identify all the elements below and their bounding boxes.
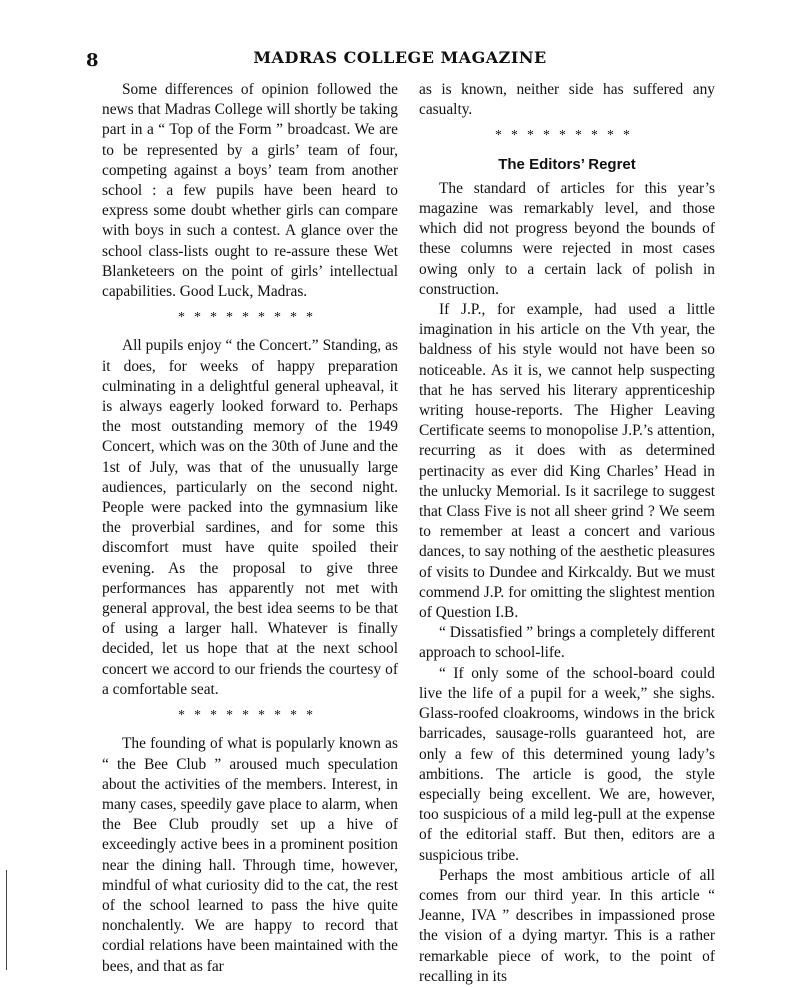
running-header: MADRAS COLLEGE MAGAZINE xyxy=(253,48,547,67)
section-heading-editors-regret: The Editors’ Regret xyxy=(498,155,636,173)
paragraph-bee-club-continued: as is known, neither side has suffered any casualty. xyxy=(419,81,715,119)
scan-edge-line xyxy=(6,870,7,970)
right-column xyxy=(419,80,715,987)
page-number: 8 xyxy=(86,50,99,71)
left-column xyxy=(102,80,398,977)
paragraph-dissatisfied: “ Dissatisfied ” brings a completely different approach to school-life. xyxy=(419,624,715,662)
paragraph-jp: If J.P., for example, had used a little imagination in his article on the Vth year, the baldness of his style would not have been so noticeable. As it is, we cannot help suspecting that he has served his literary apprenticeship writing house-reports. The Higher Leaving Certificate seems to monopolise J.P.’s attention, recurring as it does with as determined pertinacity as ever did King Charles’ Head in the unlucky Memorial. Is it sacrilege to suggest that Class Five is not all sheer grind ? We seem to remember at least a concert and various dances, to say nothing of the aesthetic pleasures of visits to Dundee and Kirkcaldy. But we must commend J.P. for omitting the slightest mention of Question I.B. xyxy=(419,301,715,622)
paragraph-standard: The standard of articles for this year’s magazine was remarkably level, and those which did not progress beyond the bounds of these columns were rejected in most cases owing only to a certain lack of polish in construction. xyxy=(419,179,715,298)
section-divider: ********* xyxy=(495,128,639,144)
section-divider: ********* xyxy=(178,708,322,724)
section-divider: ********* xyxy=(178,310,322,326)
paragraph-jeanne: Perhaps the most ambitious article of all comes from our third year. In this article “ Jeanne, IVA ” describes in impassioned prose the vision of a dying martyr. This is a rather remarkable piece of work, to the point of recalling in its xyxy=(419,866,715,985)
paragraph-top-of-the-form: Some differences of opinion followed the news that Madras College will shortly be taking part in a “ Top of the Form ” broadcast. We are to be represented by a girls’ team of four, competing against a boys’ team from another school : a few pupils have been heard to express some doubt whether girls can compare with boys in such a contest. A glance over the school class-lists ought to re-assure these Wet Blanketeers on the point of girls’ intellectual capabilities. Good Luck, Madras. xyxy=(102,81,398,301)
paragraph-concert: All pupils enjoy “ the Concert.” Standing, as it does, for weeks of happy preparation culminating in a delightful general upheaval, it is always eagerly looked forward to. Perhaps the most outstanding memory of the 1949 Concert, which was on the 30th of June and the 1st of July, was that of the unusually large audiences, particularly on the second night. People were packed into the gymnasium like the proverbial sardines, and for some this discomfort must have quite spoiled their evening. As the proposal to give three performances has apparently not met with general approval, the best idea seems to be that of using a larger hall. Whatever is finally decided, let us hope that at the next school concert we accord to our friends the courtesy of a comfortable seat. xyxy=(102,337,398,698)
paragraph-bee-club: The founding of what is popularly known as “ the Bee Club ” aroused much speculation about the activities of the members. Interest, in many cases, speedily gave place to alarm, when the Bee Club proudly set up a hive of exceedingly active bees in a prominent position near the dining hall. Through time, however, mindful of what curiosity did to the cat, the rest of the school learned to pass the hive quite nonchalently. We are happy to record that cordial relations have been maintained with the bees, and that as far xyxy=(102,735,398,975)
paragraph-school-board: “ If only some of the school-board could live the life of a pupil for a week,” she sighs. Glass-roofed cloakrooms, windows in the brick barricades, sausage-rolls guaranteed hot, are only a few of this determined young lady’s ambitions. The article is good, the style especially being excellent. We are, however, too suspicious of a mild leg-pull at the expense of the editorial staff. But then, editors are a suspicious tribe. xyxy=(419,664,715,864)
